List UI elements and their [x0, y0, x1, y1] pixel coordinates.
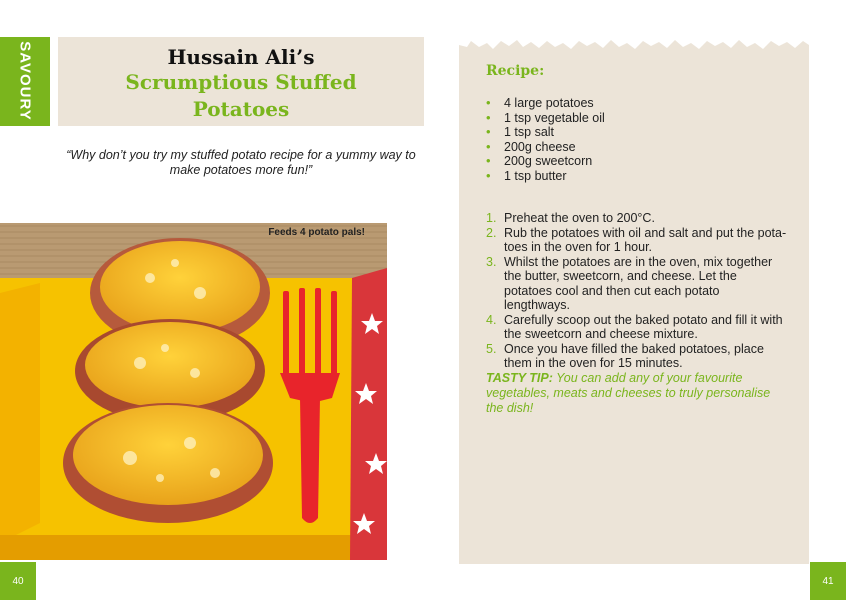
ingredient-item: • 200g cheese — [486, 140, 605, 155]
ingredient-item: • 200g sweetcorn — [486, 154, 605, 169]
method-step — [486, 211, 788, 226]
step-number: 3. — [486, 254, 497, 269]
title-dish-line1: Scrumptious Stuffed — [125, 70, 357, 94]
step-number: 1. — [486, 211, 497, 225]
method-steps — [486, 211, 788, 371]
title-box — [58, 37, 424, 126]
tip-label: TASTY TIP: — [486, 371, 553, 385]
page-number-left: 40 — [0, 562, 36, 600]
step-number: 5. — [486, 341, 497, 356]
title-author: Hussain Ali’s — [167, 45, 315, 69]
method-step — [486, 342, 788, 371]
recipe-heading: Recipe: — [486, 63, 545, 79]
ingredient-item: • 1 tsp butter — [486, 169, 605, 184]
step-text: Once you have filled the baked potatoes, place them in the oven for 15 minutes. — [504, 341, 764, 370]
method-step — [486, 255, 788, 313]
step-text: Whilst the potatoes are in the oven, mix together the butter, sweetcorn, and cheese. Let the potatoes cool and then cut each potato lengthways. — [504, 254, 773, 312]
step-number: 4. — [486, 312, 497, 327]
step-number: 2. — [486, 225, 497, 240]
step-text: Rub the potatoes with oil and salt and put the pota-toes in the oven for 1 hour. — [504, 225, 787, 254]
ingredient-item: • 1 tsp salt — [486, 125, 605, 140]
step-text: Preheat the oven to 200°C. — [504, 211, 655, 225]
intro-quote: “Why don’t you try my stuffed potato recipe for a yummy way to make potatoes more fun!” — [66, 148, 416, 177]
recipe-photo — [0, 223, 387, 560]
ingredient-list — [486, 96, 605, 183]
stuffed-potatoes-illustration — [0, 223, 387, 560]
tasty-tip — [486, 371, 786, 416]
ingredient-item: • 4 large potatoes — [486, 96, 605, 111]
title-dish-line2: Potatoes — [192, 97, 290, 121]
page-number-right: 41 — [810, 562, 846, 600]
method-step — [486, 313, 788, 342]
tip-text: You can add any of your favourite vegetables, meats and cheeses to truly personalise the dish! — [486, 371, 771, 415]
servings-caption: Feeds 4 potato pals! — [268, 227, 365, 238]
ingredient-item: • 1 tsp vegetable oil — [486, 111, 605, 126]
step-text: Carefully scoop out the baked potato and fill it with the sweetcorn and cheese mixture. — [504, 312, 783, 341]
method-step — [486, 226, 788, 255]
section-tab-label: SAVOURY — [16, 41, 34, 121]
section-tab — [0, 37, 50, 126]
